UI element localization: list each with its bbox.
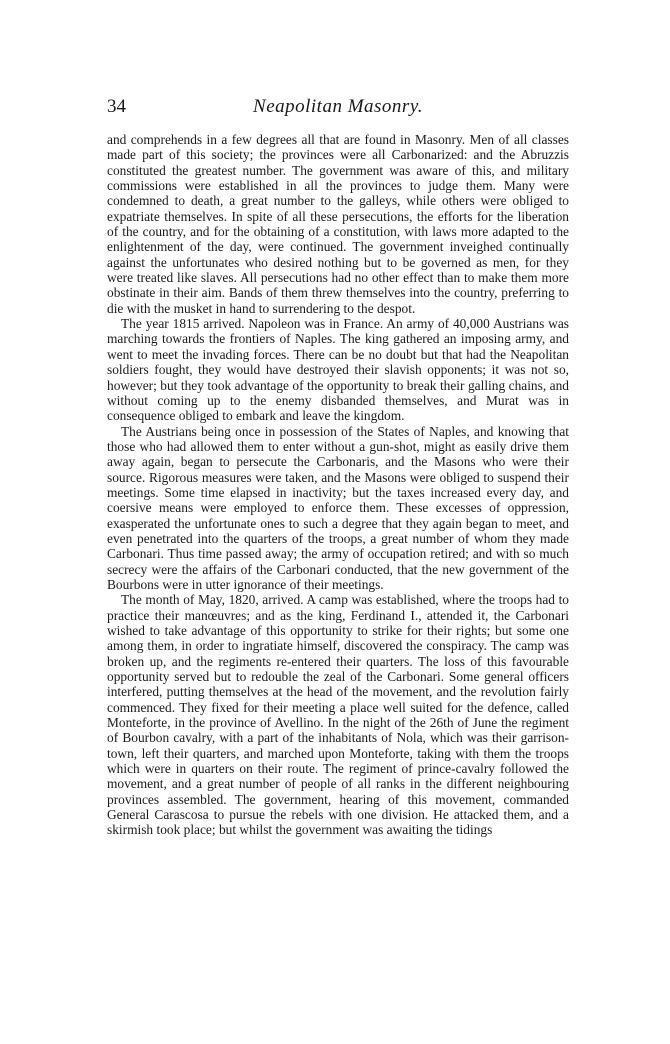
running-head (107, 96, 569, 122)
running-title: Neapolitan Masonry. (253, 96, 423, 117)
paragraph-continuation: and comprehends in a few degrees all that are found in Masonry. Men of all classes made part of this society; the provinces were all Carbonarized: and the Abruzzis constituted the greatest number. The government was aware of this, and military commissions were established in all the provinces to judge them. Many were condemned to death, a great number to the galleys, while others were obliged to expatriate themselves. In spite of all these persecutions, the efforts for the liberation of the country, and for the obtaining of a constitution, with laws more adapted to the enlightenment of the day, were continued. The government inveighed continually against the unfortunates who desired nothing but to be governed as men, for they were treated like slaves. All persecutions had no other effect than to make them more obstinate in their aim. Bands of them threw themselves into the country, preferring to die with the musket in hand to surrendering to the despot. (107, 132, 569, 316)
paragraph-may-1820: The month of May, 1820, arrived. A camp was established, where the troops had to practice their manœuvres; and as the king, Ferdinand I., attended it, the Carbonari wished to take advantage of this opportunity to strike for their rights; but some one among them, in order to ingratiate himself, discovered the conspiracy. The camp was broken up, and the regiments re-entered their quarters. The loss of this favourable opportunity served but to redouble the zeal of the Carbonari. Some general officers interfered, putting themselves at the head of the movement, and the revolution fairly commenced. They fixed for their meeting a place well suited for the defence, called Monteforte, in the province of Avellino. In the night of the 26th of June the regiment of Bourbon cavalry, with a part of the inhabitants of Nola, which was their garrison-town, left their quarters, and marched upon Monteforte, taking with them the troops which were in quarters on their route. The regiment of prince-cavalry followed the movement, and a great number of people of all ranks in the different neighbouring provinces assembled. The government, hearing of this movement, commanded General Carascosa to pursue the rebels with one division. He attacked them, and a skirmish took place; but whilst the government was awaiting the tidings (107, 592, 569, 838)
paragraph-austrians: The Austrians being once in possession of the States of Naples, and knowing that those who had allowed them to enter without a gun-shot, might as easily drive them away again, began to persecute the Carbonaris, and the Masons who were their source. Rigorous measures were taken, and the Masons were obliged to suspend their meetings. Some time elapsed in inactivity; but the taxes increased every day, and coersive means were employed to enforce them. These excesses of oppression, exasperated the unfortunate ones to such a degree that they again began to meet, and even penetrated into the quarters of the troops, a great number of whom they made Carbonari. Thus time passed away; the army of occupation retired; and with so much secrecy were the affairs of the Carbonari conducted, that the new government of the Bourbons were in utter ignorance of their meetings. (107, 423, 569, 592)
paragraph-1815: The year 1815 arrived. Napoleon was in France. An army of 40,000 Austrians was marching towards the frontiers of Naples. The king gathered an imposing army, and went to meet the invading forces. There can be no doubt but that had the Neapolitan soldiers fought, they would have destroyed their slavish opponents; it was not so, however; but they took advantage of the opportunity to break their galling chains, and without coming up to the enemy disbanded themselves, and Murat was in consequence obliged to embark and leave the kingdom. (107, 316, 569, 424)
book-page (107, 96, 569, 838)
body-text (107, 132, 569, 838)
page-number: 34 (107, 96, 126, 117)
